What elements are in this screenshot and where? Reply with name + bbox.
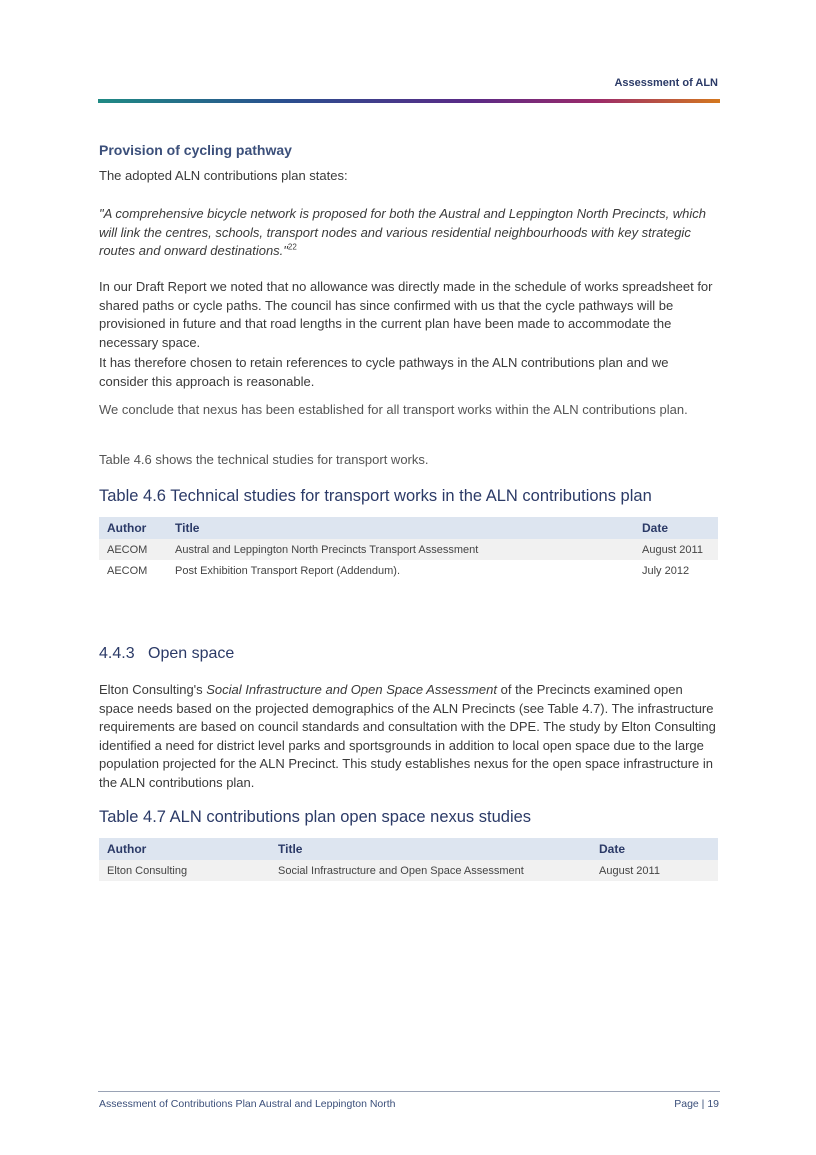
paragraph-lead: Elton Consulting's [99, 682, 207, 697]
footer-document-title: Assessment of Contributions Plan Austral and Leppington North [99, 1098, 396, 1110]
table-header-row [99, 517, 718, 539]
table-4-7-caption: Table 4.7 ALN contributions plan open space nexus studies [99, 808, 532, 826]
cell-author: AECOM [99, 539, 167, 560]
column-header-date: Date [634, 517, 718, 539]
cell-date: August 2011 [591, 860, 718, 881]
header-gradient-rule [98, 99, 720, 103]
table-4-6-caption: Table 4.6 Technical studies for transport works in the ALN contributions plan [99, 487, 652, 505]
column-header-title: Title [167, 517, 634, 539]
table-row [99, 539, 718, 560]
open-space-paragraph [99, 681, 721, 792]
footer-rule [98, 1091, 720, 1092]
cell-title: Austral and Leppington North Precincts Transport Assessment [167, 539, 634, 560]
column-header-title: Title [270, 838, 591, 860]
cell-author: AECOM [99, 560, 167, 581]
subsection-number: 4.4.3 [99, 645, 135, 662]
table-header-row [99, 838, 718, 860]
section-heading: Provision of cycling pathway [99, 142, 292, 158]
column-header-author: Author [99, 838, 270, 860]
draft-report-paragraph: In our Draft Report we noted that no allowance was directly made in the schedule of works spreadsheet for shared paths or cycle paths. The council has since confirmed with us that the cycle pathways will be provisioned in future and that road lengths in the current plan have been made to accommodate the necessary space. [99, 279, 713, 350]
column-header-date: Date [591, 838, 718, 860]
quote-text: "A comprehensive bicycle network is proposed for both the Austral and Leppington North Precincts, which will link the centres, schools, transport nodes and various residential neighbourhoods with key strategic routes and onward destinations." [99, 206, 707, 258]
cell-date: August 2011 [634, 539, 718, 560]
table-reference-paragraph: Table 4.6 shows the technical studies for transport works. [99, 452, 429, 467]
cell-date: July 2012 [634, 560, 718, 581]
cell-title: Post Exhibition Transport Report (Addendum). [167, 560, 634, 581]
footer-page-number: Page | 19 [674, 1098, 719, 1110]
table-row [99, 860, 718, 881]
adopted-plan-paragraph: The adopted ALN contributions plan states: [99, 168, 348, 183]
footnote-ref: 22 [287, 242, 297, 252]
paragraph-body: of the Precincts examined open space needs based on the projected demographics of the ALN Precincts (see Table 4.7). The infrastructure requirements are based on council standards and consultation with the DPE. The study by Elton Consulting identified a need for district level parks and sportsgrounds in addition to local open space due to the large population projected for the ALN Precinct. This study establishes nexus for the open space infrastructure in the ALN contributions plan. [99, 682, 716, 790]
cell-author: Elton Consulting [99, 860, 270, 881]
running-header: Assessment of ALN [614, 77, 718, 89]
table-row [99, 560, 718, 581]
table-4-7 [99, 838, 718, 881]
conclusion-paragraph: We conclude that nexus has been established for all transport works within the ALN contributions plan. [99, 402, 688, 417]
subsection-title: Open space [148, 645, 235, 662]
plan-quote [99, 205, 721, 261]
retain-paragraph: It has therefore chosen to retain references to cycle pathways in the ALN contributions plan and we consider this approach is reasonable. [99, 355, 669, 389]
subsection-heading [99, 645, 234, 663]
column-header-author: Author [99, 517, 167, 539]
table-4-6 [99, 517, 718, 581]
study-title-italic: Social Infrastructure and Open Space Assessment [206, 682, 497, 697]
cell-title: Social Infrastructure and Open Space Assessment [270, 860, 591, 881]
